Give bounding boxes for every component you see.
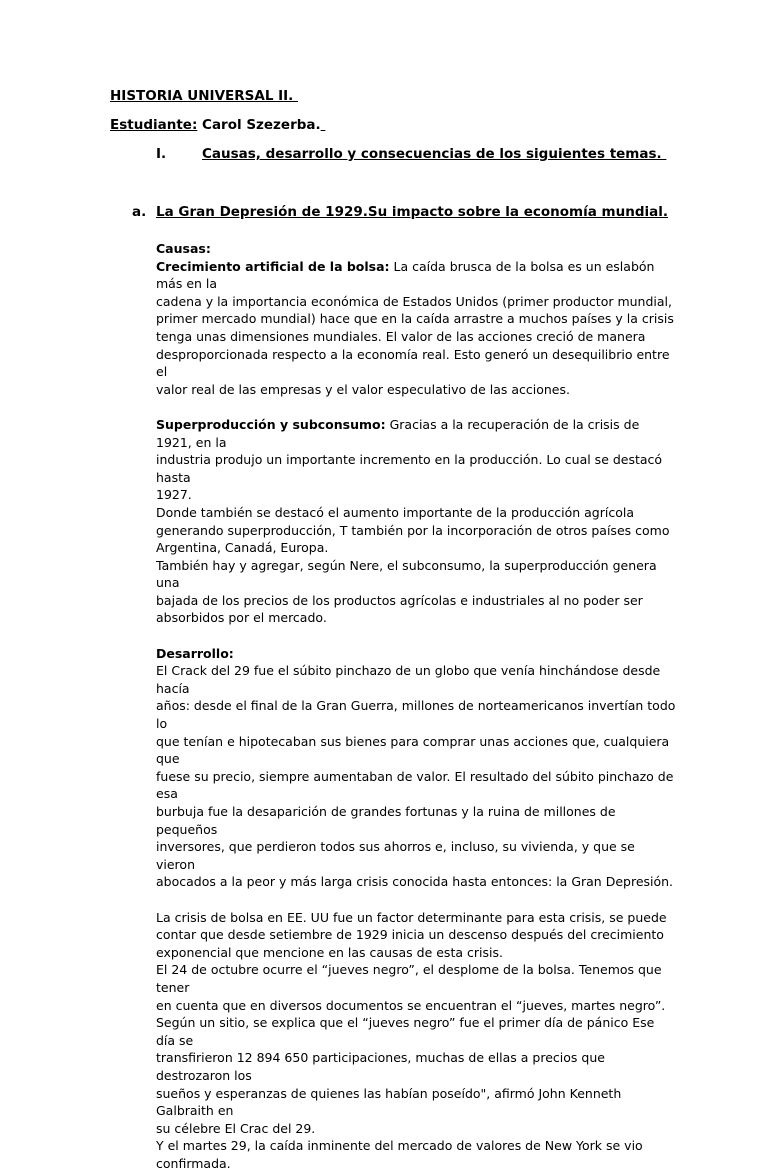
desarrollo-p1-line: años: desde el final de la Gran Guerra, millones de norteamericanos invertían todo lo — [156, 698, 676, 732]
causas-p2-line: bajada de los precios de los productos agrícolas e industriales al no poder ser — [156, 592, 643, 608]
desarrollo-p2-line: La crisis de bolsa en EE. UU fue un factor determinante para esta crisis, se puede — [156, 909, 667, 925]
desarrollo-p1-line: burbuja fue la desaparición de grandes fortunas y la ruina de millones de pequeños — [156, 804, 616, 837]
causas-p2-line: absorbidos por el mercado. — [156, 610, 327, 626]
causas-p2-label: Superproducción y subconsumo: — [156, 416, 386, 432]
desarrollo-p2-line: sueños y esperanzas de quienes las habían poseído", afirmó John Kenneth Galbraith en — [156, 1085, 622, 1119]
causas-paragraph-1 — [156, 258, 676, 399]
section-title: Causas, desarrollo y consecuencias de los siguientes temas. — [202, 146, 667, 162]
desarrollo-p2-line: transfirieron 12 894 650 participaciones, muchas de ellas a precios que destrozaron los — [156, 1050, 605, 1083]
causas-p2-line: Gracias a la recuperación de la crisis de 1921, en la — [156, 416, 640, 450]
causas-p1-line: primer mercado mundial) hace que en la caída arrastre a muchos países y la crisis — [156, 311, 674, 327]
desarrollo-p2-line: exponencial que mencione en las causas de esta crisis. — [156, 944, 503, 960]
desarrollo-p2-line: Y el martes 29, la caída inminente del mercado de valores de New York se vio — [156, 1138, 643, 1154]
desarrollo-p2-line: Según un sitio, se explica que el “jueves negro” fue el primer día de pánico Ese día se — [156, 1015, 655, 1048]
paragraph-gap — [156, 627, 676, 645]
causas-p2-line: Argentina, Canadá, Europa. — [156, 540, 329, 556]
causas-heading: Causas: — [156, 241, 211, 256]
desarrollo-p2-line: El 24 de octubre ocurre el “jueves negro”, el desplome de la bolsa. Tenemos que tener — [156, 962, 662, 995]
desarrollo-p1-line: que tenían e hipotecaban sus bienes para comprar unas acciones que, cualquiera que — [156, 733, 670, 767]
causas-p1-line: cadena y la importancia económica de Estados Unidos (primer productor mundial, — [156, 293, 672, 309]
desarrollo-p2-line: confirmada. — [156, 1155, 231, 1171]
causas-p1-label: Crecimiento artificial de la bolsa: — [156, 258, 390, 274]
desarrollo-p2-line: contar que desde setiembre de 1929 inicia un descenso después del crecimiento — [156, 927, 664, 943]
desarrollo-paragraph-1 — [156, 662, 676, 891]
causas-p1-line: desproporcionada respecto a la economía real. Esto generó un desequilibrio entre el — [156, 346, 670, 380]
desarrollo-p1-line: inversores, que perdieron todos sus ahorros e, incluso, su vivienda, y que se vieron — [156, 839, 635, 872]
student-line — [110, 116, 325, 134]
desarrollo-p2-line: su célebre El Crac del 29. — [156, 1120, 316, 1136]
student-name: Carol Szezerba. — [197, 117, 321, 133]
desarrollo-heading: Desarrollo: — [156, 645, 234, 661]
causas-p1-line: valor real de las empresas y el valor especulativo de las acciones. — [156, 381, 570, 397]
causas-p1-line: La caída brusca de la bolsa es un eslabón más en la — [156, 258, 655, 292]
topic-title: La Gran Depresión de 1929.Su impacto sobre la economía mundial. — [156, 204, 669, 220]
desarrollo-paragraph-2 — [156, 909, 676, 1172]
causas-p1-line: tenga unas dimensiones mundiales. El valor de las acciones creció de manera — [156, 328, 646, 344]
student-trailing-underline — [321, 117, 326, 133]
causas-p2-line: 1927. — [156, 487, 192, 503]
desarrollo-p1-line: fuese su precio, siempre aumentaban de valor. El resultado del súbito pinchazo de esa — [156, 768, 674, 802]
paragraph-gap — [156, 891, 676, 909]
desarrollo-p1-line: abocados a la peor y más larga crisis conocida hasta entonces: la Gran Depresión. — [156, 874, 674, 890]
student-label: Estudiante: — [110, 117, 198, 133]
desarrollo-p1-line: El Crack del 29 fue el súbito pinchazo de un globo que venía hinchándose desde hacía — [156, 663, 661, 696]
section-number: I. — [156, 146, 167, 162]
desarrollo-p2-line: en cuenta que en diversos documentos se encuentran el “jueves, martes negro”. — [156, 997, 666, 1013]
causas-paragraph-2 — [156, 416, 676, 627]
causas-p2-line: industria produjo un importante incremento en la producción. Lo cual se destacó hasta — [156, 452, 663, 485]
causas-p2-line: También hay y agregar, según Nere, el subconsumo, la superproducción genera una — [156, 557, 657, 591]
paragraph-gap — [156, 398, 676, 416]
causas-p2-line: Donde también se destacó el aumento importante de la producción agrícola — [156, 504, 634, 520]
causas-p2-line: generando superproducción, T también por la incorporación de otros países como — [156, 522, 670, 538]
topic-letter: a. — [132, 204, 147, 220]
document-title: HISTORIA UNIVERSAL II. — [110, 88, 298, 104]
body-text — [156, 240, 676, 1172]
